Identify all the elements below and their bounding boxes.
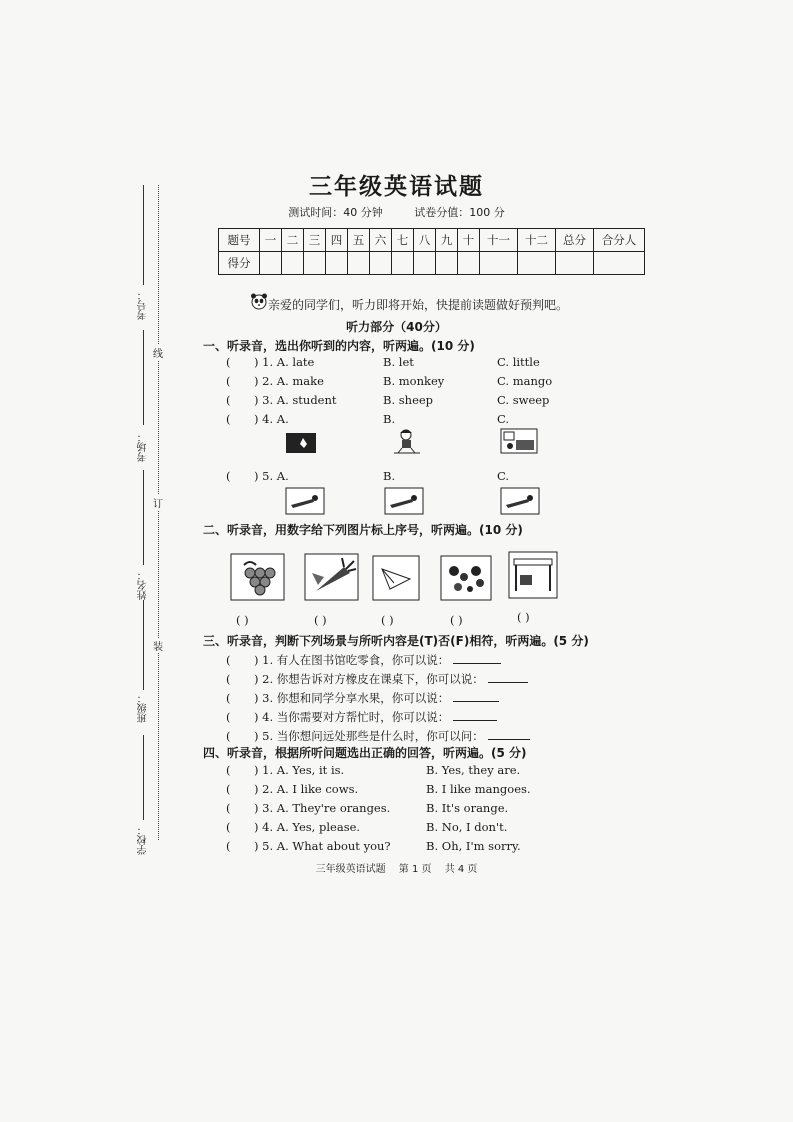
answer-paren[interactable]: ( ) [314,613,327,627]
answer-row: ( ) 5. A. What about you? [226,839,391,853]
score-input-cell[interactable] [304,252,326,275]
grapes-picture [230,553,285,601]
answer-row: ( ) 1. A. Yes, it is. [226,763,345,777]
judge-prompt: ) 4. 当你需要对方帮忙时，你可以说： [254,710,450,724]
score-input-cell[interactable] [326,252,348,275]
score-cell: 十二 [518,229,556,252]
answer-row: ( ) 4. A. Yes, please. [226,820,361,834]
option-a: ) 5. A. [254,469,289,483]
score-cell: 十 [458,229,480,252]
score-input-cell[interactable] [556,252,594,275]
side-label-xuexiao: 学校： [138,825,149,855]
binding-mark-zhuang: 装 [153,638,163,653]
option-b: B. Yes, they are. [426,763,521,777]
score-table-score-row [219,252,645,275]
score-cell: 二 [282,229,304,252]
score-input-cell[interactable] [392,252,414,275]
score-cell: 八 [414,229,436,252]
exam-meta [0,204,793,220]
section3-title: 三、听录音，判断下列场景与所听内容是(T)否(F)相符，听两遍。(5 分) [203,634,589,648]
answer-blank[interactable] [488,682,528,683]
animals-picture [440,555,492,601]
footer-exam-name: 三年级英语试题 [315,864,386,875]
option-a: ) 5. A. What about you? [254,839,391,853]
judge-row: ( ) 3. 你想和同学分享水果，你可以说： [226,690,499,706]
classroom-picture [500,428,538,454]
score-input-cell[interactable] [436,252,458,275]
binding-dotted-line [158,185,159,840]
option-a: ) 1. A. late [254,355,315,369]
greeting-text: 亲爱的同学们，听力即将开始，快提前读题做好预判吧。 [268,298,569,312]
score-input-cell[interactable] [518,252,556,275]
paper-plane-picture [372,555,420,601]
question-row: ( ) 1. A. late [226,355,315,369]
score-table-header-row [219,229,645,252]
judge-row: ( ) 4. 当你需要对方帮忙时，你可以说： [226,709,497,725]
lying-person-picture [285,487,325,515]
answer-paren[interactable]: ( ) [381,613,394,627]
score-cell: 总分 [556,229,594,252]
score-input-cell[interactable] [480,252,518,275]
judge-prompt: ) 5. 当你想问远处那些是什么时，你可以问： [254,729,484,743]
score-input-cell[interactable] [458,252,480,275]
score-input-cell[interactable] [282,252,304,275]
option-b: B. sheep [383,393,434,407]
option-c: C. [497,412,510,426]
section4-title: 四、听录音，根据所听问题选出正确的回答，听两遍。(5 分) [203,746,527,760]
score-cell: 合分人 [594,229,645,252]
listening-heading: 听力部分（40分） [346,320,447,334]
option-b: B. No, I don't. [426,820,508,834]
side-label-banji: 班级： [138,693,149,723]
side-line-xingming [143,470,144,565]
binding-mark-ding: 订 [153,495,163,510]
lying-person-picture [500,487,540,515]
score-input-cell[interactable] [414,252,436,275]
option-b: B. Oh, I'm sorry. [426,839,521,853]
option-c: C. [497,469,510,483]
score-table [218,228,645,275]
answer-blank[interactable] [488,739,530,740]
option-a: ) 3. A. student [254,393,337,407]
option-c: C. mango [497,374,553,388]
score-input-cell[interactable] [260,252,282,275]
answer-blank[interactable] [453,701,499,702]
judge-row: ( ) 1. 有人在图书馆吃零食，你可以说： [226,652,501,668]
score-cell: 题号 [219,229,260,252]
option-a: ) 3. A. They're oranges. [254,801,391,815]
option-b: B. I like mangoes. [426,782,531,796]
desk-picture [508,551,558,599]
carrot-picture [304,553,359,601]
page-footer [0,860,793,875]
score-input-cell[interactable] [370,252,392,275]
footer-page-number: 第 1 页 [398,864,432,875]
score-cell: 七 [392,229,414,252]
side-line-kaochang [143,330,144,425]
option-c: C. sweep [497,393,550,407]
score-cell: 四 [326,229,348,252]
question-row: ( ) 4. A. [226,412,289,426]
option-a: ) 2. A. make [254,374,324,388]
judge-row: ( ) 5. 当你想问远处那些是什么时，你可以问： [226,728,530,744]
option-c: C. little [497,355,540,369]
side-label-kaochang: 考场： [138,432,149,462]
answer-blank[interactable] [453,663,501,664]
exam-title: 三年级英语试题 [309,174,484,200]
answer-paren[interactable]: ( ) [236,613,249,627]
side-label-xingming: 姓名： [138,570,149,600]
option-a: ) 1. A. Yes, it is. [254,763,345,777]
side-label-kaohao: 考号： [138,290,149,320]
judge-prompt: ) 2. 你想告诉对方橡皮在课桌下，你可以说： [254,672,484,686]
option-b: B. It's orange. [426,801,509,815]
option-b: B. [383,412,396,426]
option-a: ) 4. A. Yes, please. [254,820,361,834]
exam-total-score: 试卷分值：100 分 [414,206,505,219]
option-b: B. let [383,355,414,369]
score-input-cell[interactable] [594,252,645,275]
question-row: ( ) 2. A. make [226,374,324,388]
judge-prompt: ) 1. 有人在图书馆吃零食，你可以说： [254,653,450,667]
footer-page-total: 共 4 页 [444,864,478,875]
judge-prompt: ) 3. 你想和同学分享水果，你可以说： [254,691,450,705]
answer-paren[interactable]: ( ) [450,613,463,627]
side-line-banji [143,600,144,690]
kid-picture [392,428,422,454]
score-cell: 三 [304,229,326,252]
blackboard-picture [285,432,317,454]
side-line-xuexiao [143,735,144,820]
option-b: B. [383,469,396,483]
exam-time: 测试时间：40 分钟 [288,206,383,219]
answer-row: ( ) 2. A. I like cows. [226,782,359,796]
option-b: B. monkey [383,374,445,388]
answer-blank[interactable] [453,720,497,721]
score-row-label: 得分 [219,252,260,275]
score-cell: 六 [370,229,392,252]
question-row: ( ) 5. A. [226,469,289,483]
lying-person-picture [384,487,424,515]
score-cell: 一 [260,229,282,252]
score-cell: 五 [348,229,370,252]
section2-title: 二、听录音，用数字给下列图片标上序号，听两遍。(10 分) [203,523,523,537]
judge-row: ( ) 2. 你想告诉对方橡皮在课桌下，你可以说： [226,671,528,687]
score-input-cell[interactable] [348,252,370,275]
score-cell: 九 [436,229,458,252]
score-cell: 十一 [480,229,518,252]
panda-icon [250,292,268,310]
option-a: ) 2. A. I like cows. [254,782,359,796]
section1-title: 一、听录音，选出你听到的内容，听两遍。(10 分) [203,339,475,353]
option-a: ) 4. A. [254,412,289,426]
question-row: ( ) 3. A. student [226,393,337,407]
binding-mark-xian: 线 [153,345,163,360]
answer-row: ( ) 3. A. They're oranges. [226,801,391,815]
answer-paren[interactable]: ( ) [517,610,530,624]
